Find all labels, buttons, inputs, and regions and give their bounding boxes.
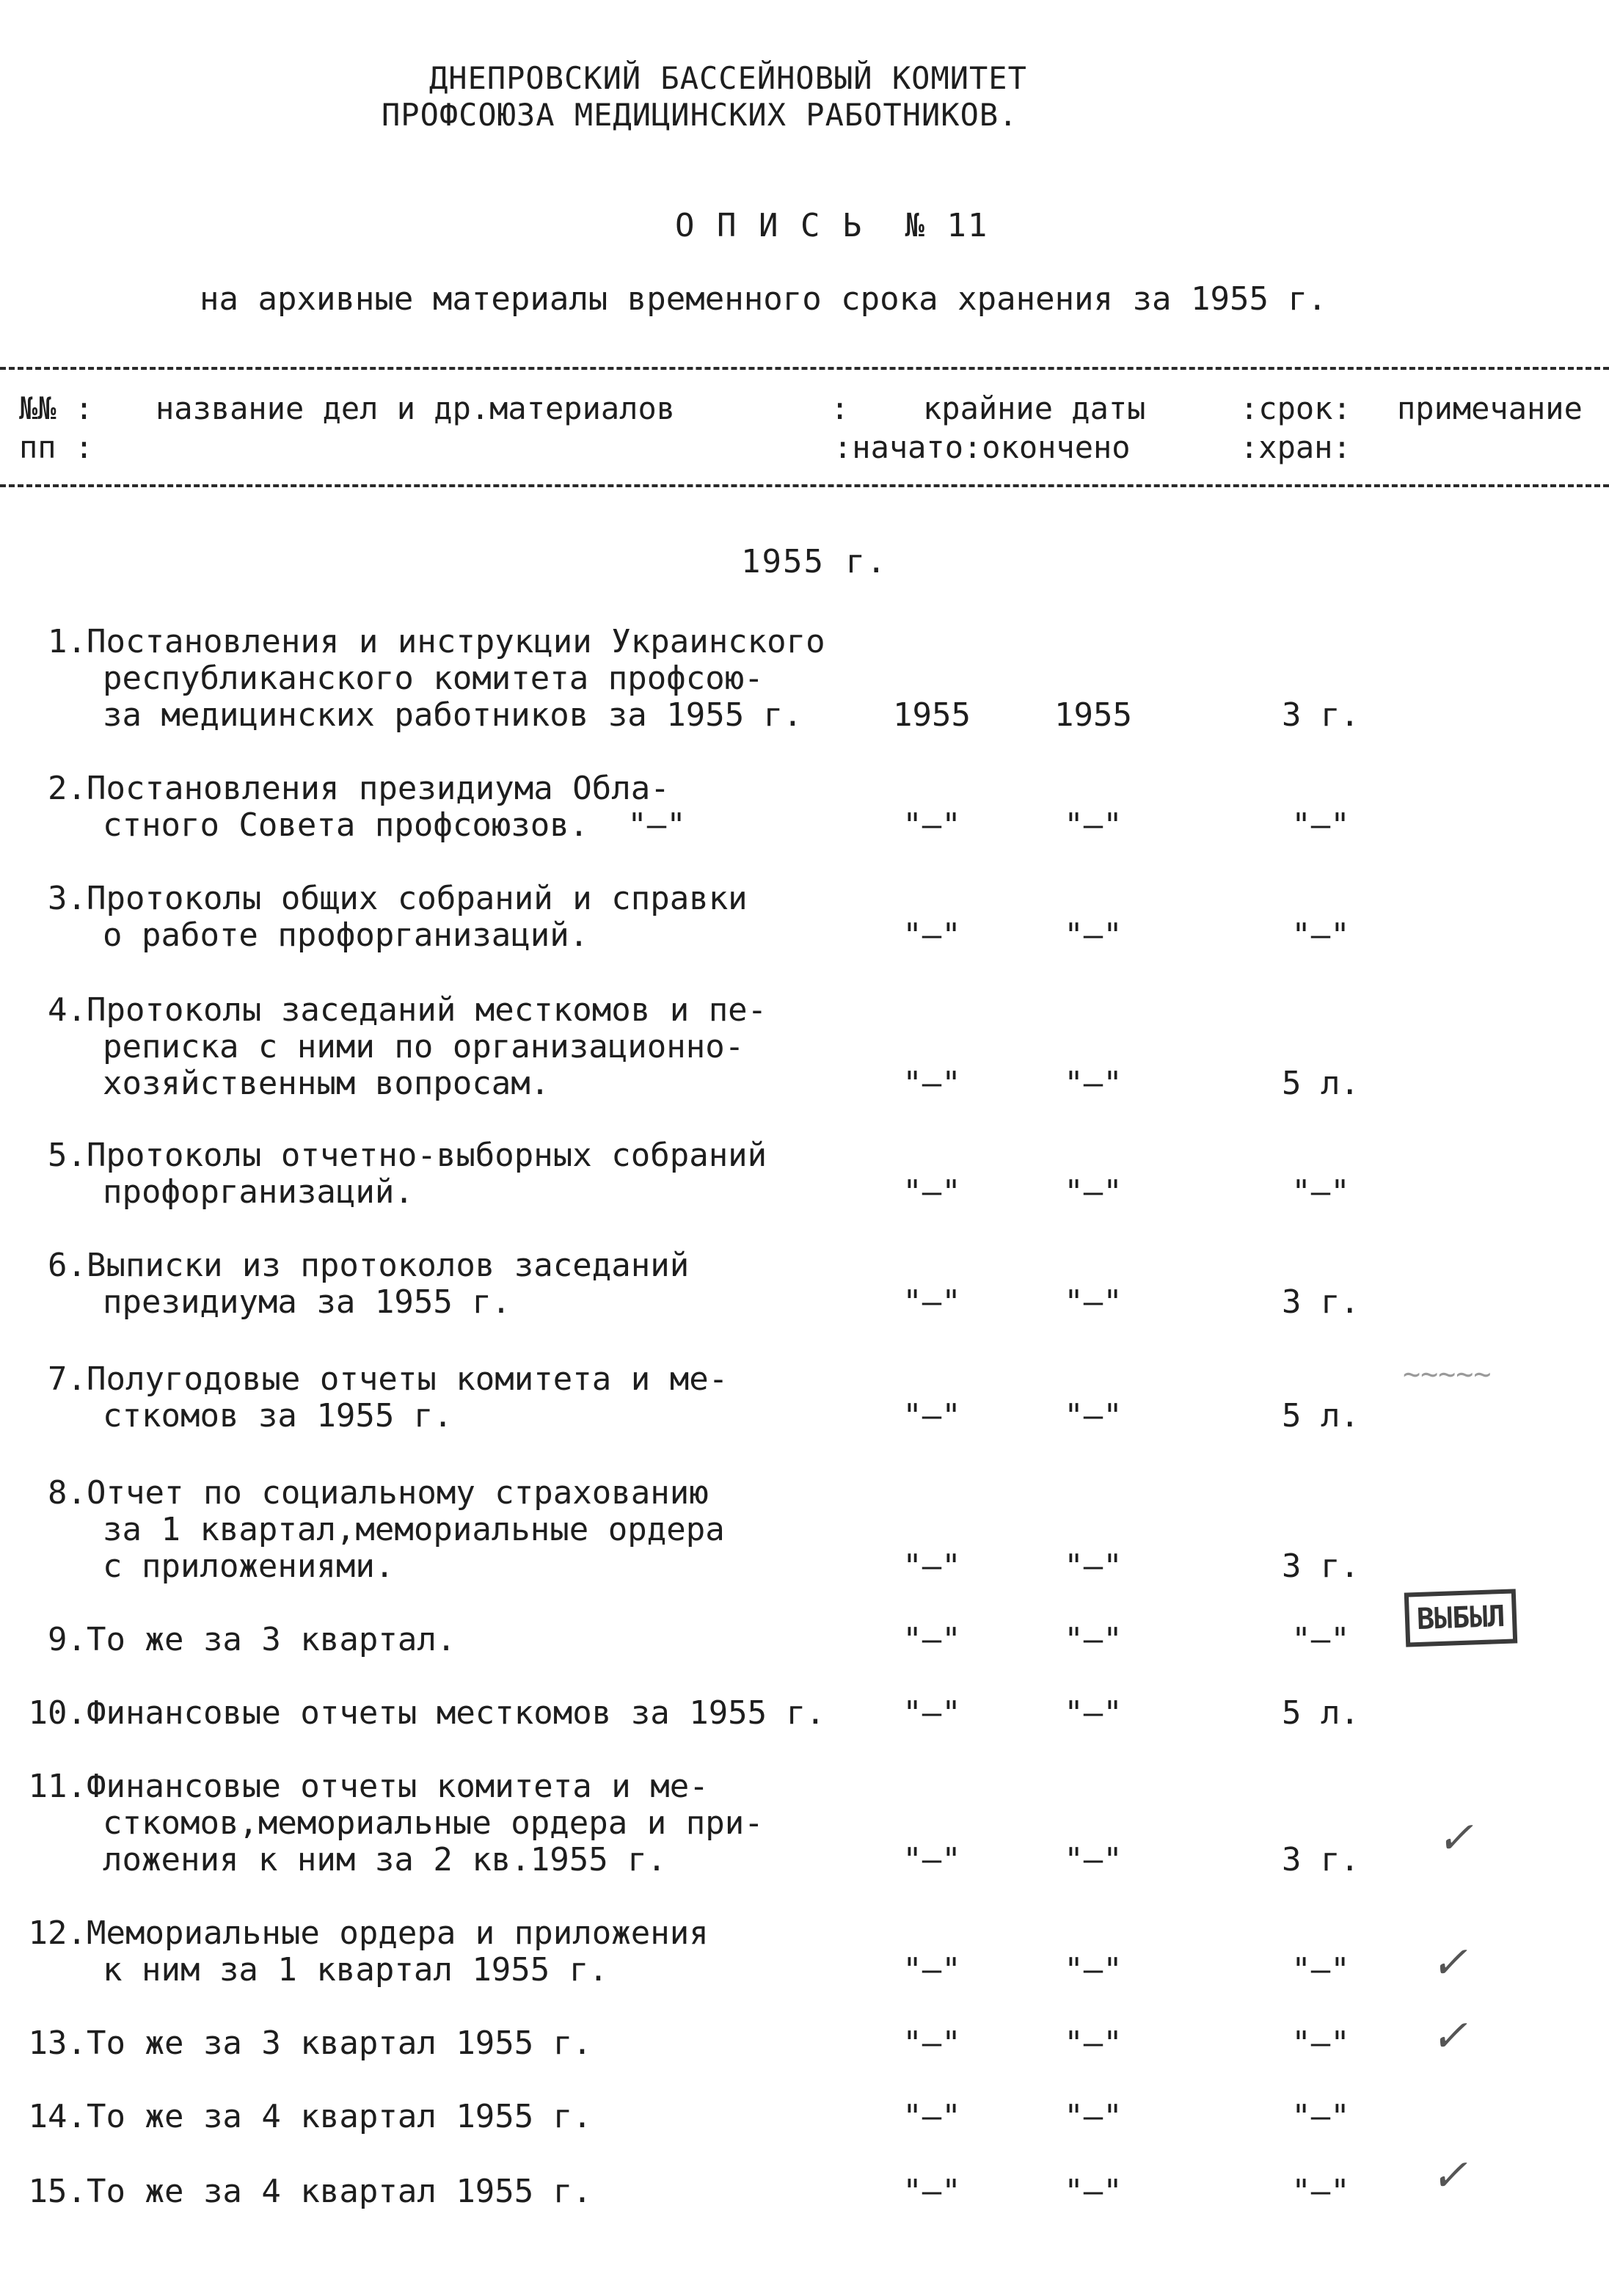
row-date-start: "–"	[902, 1283, 961, 1321]
row-retention-term: "–"	[1291, 1621, 1350, 1658]
row-title-line: Постановления президиума Обла-	[87, 770, 670, 807]
row-date-start: "–"	[902, 1397, 961, 1435]
row-date-end: "–"	[1064, 1694, 1123, 1732]
column-note-label: примечание	[1397, 390, 1583, 426]
org-name-line2: ПРОФСОЮЗА МЕДИЦИНСКИХ РАБОТНИКОВ.	[382, 97, 1018, 133]
row-retention-term: "–"	[1291, 1173, 1350, 1211]
handwritten-mark: ✓	[1431, 2011, 1468, 2062]
row-date-start: "–"	[902, 1841, 961, 1878]
column-num-label2: пп :	[19, 429, 94, 465]
row-date-start: "–"	[902, 916, 961, 954]
row-title-line: ложения к ним за 2 кв.1955 г.	[103, 1841, 667, 1878]
row-title-line: Мемориальные ордера и приложения	[87, 1914, 709, 1952]
org-name-line1: ДНЕПРОВСКИЙ БАССЕЙНОВЫЙ КОМИТЕТ	[429, 60, 1027, 96]
column-separator: :	[831, 390, 850, 426]
row-retention-term: 5 л.	[1282, 1065, 1360, 1102]
column-term-label1: :срок:	[1240, 390, 1351, 426]
row-title-line: о работе профорганизаций.	[103, 916, 589, 954]
row-retention-term: "–"	[1291, 1951, 1350, 1989]
row-number: 3.	[48, 880, 87, 917]
column-term-label2: :хран:	[1240, 429, 1351, 465]
row-title-line: Полугодовые отчеты комитета и ме-	[87, 1360, 729, 1398]
row-title-line: Протоколы заседаний месткомов и пе-	[87, 991, 767, 1029]
row-number: 11.	[28, 1768, 87, 1805]
row-number: 14.	[28, 2098, 87, 2135]
row-number: 5.	[48, 1137, 87, 1174]
row-title-line: Постановления и инструкции Украинского	[87, 623, 825, 660]
row-date-end: "–"	[1064, 1841, 1123, 1878]
row-title-line: сткомов за 1955 г.	[103, 1397, 453, 1435]
header-top-rule	[0, 367, 1609, 370]
row-number: 7.	[48, 1360, 87, 1398]
row-date-start: "–"	[902, 806, 961, 844]
row-retention-term: 3 г.	[1282, 1841, 1360, 1878]
row-title-line: хозяйственным вопросам.	[103, 1065, 550, 1102]
row-title-line: профорганизаций.	[103, 1173, 414, 1211]
row-number: 6.	[48, 1247, 87, 1284]
row-title-line: стного Совета профсоюзов. "–"	[103, 806, 686, 844]
row-date-end: 1955	[1054, 696, 1132, 734]
row-date-end: "–"	[1064, 1951, 1123, 1989]
row-date-end: "–"	[1064, 2025, 1123, 2062]
row-date-end: "–"	[1064, 2098, 1123, 2135]
row-date-end: "–"	[1064, 1621, 1123, 1658]
header-bottom-rule	[0, 484, 1609, 487]
handwritten-mark: ✓	[1437, 1812, 1474, 1864]
column-dates-label: крайние даты	[923, 390, 1146, 426]
row-date-end: "–"	[1064, 916, 1123, 954]
row-title-line: сткомов,мемориальные ордера и при-	[103, 1804, 764, 1842]
row-retention-term: 3 г.	[1282, 696, 1360, 734]
row-date-start: 1955	[893, 696, 971, 734]
faded-scribble: ~~~~~	[1403, 1357, 1492, 1391]
row-date-start: "–"	[902, 2098, 961, 2135]
row-title-line: То же за 3 квартал 1955 г.	[87, 2025, 592, 2062]
row-number: 10.	[28, 1694, 87, 1732]
row-retention-term: "–"	[1291, 2025, 1350, 2062]
row-retention-term: "–"	[1291, 2173, 1350, 2210]
row-number: 4.	[48, 991, 87, 1029]
row-number: 15.	[28, 2173, 87, 2210]
column-num-label1: №№ :	[19, 390, 94, 426]
column-dates-sublabel: :начато:окончено	[833, 429, 1131, 465]
column-name-label: название дел и др.материалов	[156, 390, 676, 426]
document-title: О П И С Ь № 11	[675, 207, 989, 244]
row-title-line: за 1 квартал,мемориальные ордера	[103, 1511, 725, 1548]
row-title-line: республиканского комитета профсою-	[103, 660, 764, 697]
row-title-line: Финансовые отчеты комитета и ме-	[87, 1768, 709, 1805]
row-title-line: к ним за 1 квартал 1955 г.	[103, 1951, 608, 1989]
row-retention-term: 5 л.	[1282, 1694, 1360, 1732]
row-date-start: "–"	[902, 1621, 961, 1658]
row-number: 8.	[48, 1474, 87, 1512]
row-title-line: То же за 3 квартал.	[87, 1621, 456, 1658]
row-title-line: Выписки из протоколов заседаний	[87, 1247, 690, 1284]
row-date-start: "–"	[902, 1065, 961, 1102]
row-date-end: "–"	[1064, 1065, 1123, 1102]
document-subtitle: на архивные материалы временного срока хранения за 1955 г.	[200, 280, 1327, 318]
year-heading: 1955 г.	[741, 543, 888, 580]
row-title-line: То же за 4 квартал 1955 г.	[87, 2098, 592, 2135]
row-number: 9.	[48, 1621, 87, 1658]
row-date-start: "–"	[902, 1951, 961, 1989]
handwritten-mark: ✓	[1431, 2150, 1468, 2201]
row-number: 12.	[28, 1914, 87, 1952]
row-title-line: Отчет по социальному страхованию	[87, 1474, 709, 1512]
row-date-end: "–"	[1064, 806, 1123, 844]
row-number: 13.	[28, 2025, 87, 2062]
row-title-line: за медицинских работников за 1955 г.	[103, 696, 803, 734]
archive-stamp: ВЫБЫЛ	[1404, 1589, 1518, 1647]
row-date-end: "–"	[1064, 1548, 1123, 1585]
row-retention-term: 5 л.	[1282, 1397, 1360, 1435]
row-date-end: "–"	[1064, 2173, 1123, 2210]
row-title-line: Финансовые отчеты месткомов за 1955 г.	[87, 1694, 825, 1732]
row-title-line: с приложениями.	[103, 1548, 395, 1585]
row-number: 1.	[48, 623, 87, 660]
row-retention-term: 3 г.	[1282, 1283, 1360, 1321]
row-title-line: реписка с ними по организационно-	[103, 1028, 745, 1065]
row-date-end: "–"	[1064, 1173, 1123, 1211]
row-date-start: "–"	[902, 1694, 961, 1732]
row-retention-term: "–"	[1291, 2098, 1350, 2135]
row-date-start: "–"	[902, 1548, 961, 1585]
row-date-start: "–"	[902, 2025, 961, 2062]
row-date-start: "–"	[902, 1173, 961, 1211]
row-title-line: Протоколы отчетно-выборных собраний	[87, 1137, 767, 1174]
handwritten-mark: ✓	[1431, 1937, 1468, 1989]
row-title-line: То же за 4 квартал 1955 г.	[87, 2173, 592, 2210]
row-retention-term: "–"	[1291, 916, 1350, 954]
row-number: 2.	[48, 770, 87, 807]
row-retention-term: "–"	[1291, 806, 1350, 844]
row-title-line: Протоколы общих собраний и справки	[87, 880, 748, 917]
row-date-end: "–"	[1064, 1397, 1123, 1435]
row-retention-term: 3 г.	[1282, 1548, 1360, 1585]
row-date-end: "–"	[1064, 1283, 1123, 1321]
row-date-start: "–"	[902, 2173, 961, 2210]
row-title-line: президиума за 1955 г.	[103, 1283, 511, 1321]
